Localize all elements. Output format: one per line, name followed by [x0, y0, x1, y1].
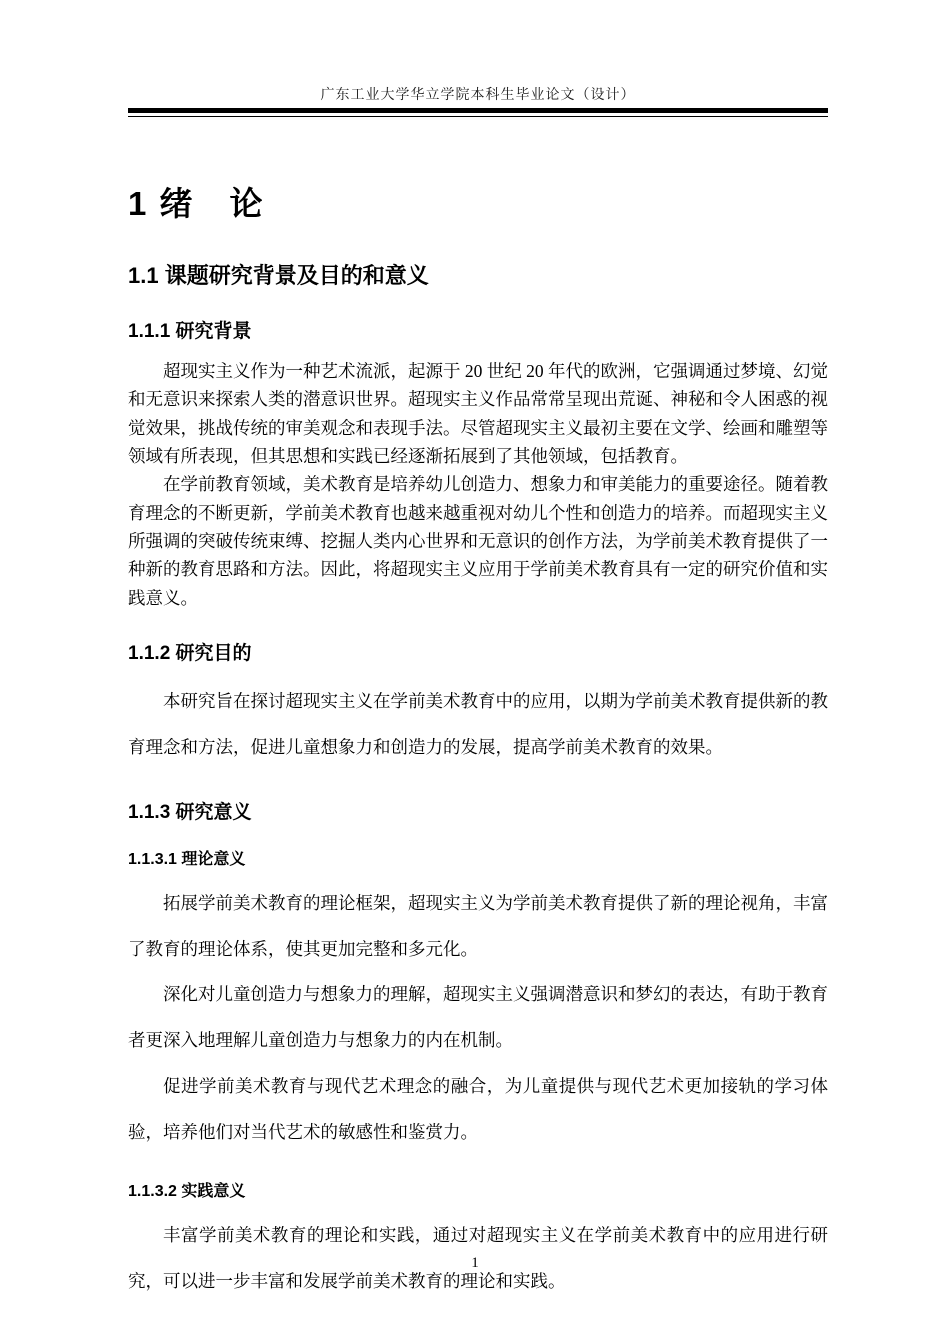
header-rule-thin — [128, 116, 828, 117]
page-number: 1 — [471, 1255, 479, 1271]
paragraph: 本研究旨在探讨超现实主义在学前美术教育中的应用，以期为学前美术教育提供新的教育理念和方法，促进儿童想象力和创造力的发展，提高学前美术教育的效果。 — [128, 691, 828, 757]
paragraph: 超现实主义作为一种艺术流派，起源于 20 世纪 20 年代的欧洲，它强调通过梦境、幻觉和无意识来探索人类的潜意识世界。超现实主义作品常常呈现出荒诞、神秘和令人困惑的视觉效果，挑战传统的审美观念和表现手法。尽管超现实主义最初主要在文学、绘画和雕塑等领域有所表现，但其思想和实践已经逐渐拓展到了其他领域，包括教育。 — [128, 361, 828, 467]
subheading-1-1-3-1: 1.1.3.1 理论意义 — [128, 850, 246, 868]
document-body — [128, 150, 828, 1305]
chapter-title: 1 绪 论 — [128, 185, 265, 222]
paragraph: 促进学前美术教育与现代艺术理念的融合，为儿童提供与现代艺术更加接轨的学习体验，培养他们对当代艺术的敏感性和鉴赏力。 — [128, 1076, 828, 1142]
header-rule-thick — [128, 108, 828, 113]
subheading-1-1-3-2: 1.1.3.2 实践意义 — [128, 1182, 246, 1200]
subsection-heading-1-1-2: 1.1.2 研究目的 — [128, 643, 252, 665]
subsection-heading-1-1-3: 1.1.3 研究意义 — [128, 801, 252, 823]
section-heading-1-1: 1.1 课题研究背景及目的和意义 — [128, 263, 429, 288]
paragraph: 在学前教育领域，美术教育是培养幼儿创造力、想象力和审美能力的重要途径。随着教育理念的不断更新，学前美术教育也越来越重视对幼儿个性和创造力的培养。而超现实主义所强调的突破传统束缚、挖掘人类内心世界和无意识的创作方法，为学前美术教育提供了一种新的教育思路和方法。因此，将超现实主义应用于学前美术教育具有一定的研究价值和实践意义。 — [128, 474, 828, 608]
paragraph: 丰富学前美术教育的理论和实践，通过对超现实主义在学前美术教育中的应用进行研究，可以进一步丰富和发展学前美术教育的理论和实践。 — [128, 1224, 828, 1291]
subsection-heading-1-1-1: 1.1.1 研究背景 — [128, 321, 252, 342]
paragraph: 拓展学前美术教育的理论框架，超现实主义为学前美术教育提供了新的理论视角，丰富了教育的理论体系，使其更加完整和多元化。 — [128, 892, 828, 959]
running-header: 广东工业大学华立学院本科生毕业论文（设计） — [320, 88, 636, 103]
paragraph: 深化对儿童创造力与想象力的理解，超现实主义强调潜意识和梦幻的表达，有助于教育者更深入地理解儿童创造力与想象力的内在机制。 — [128, 984, 828, 1051]
